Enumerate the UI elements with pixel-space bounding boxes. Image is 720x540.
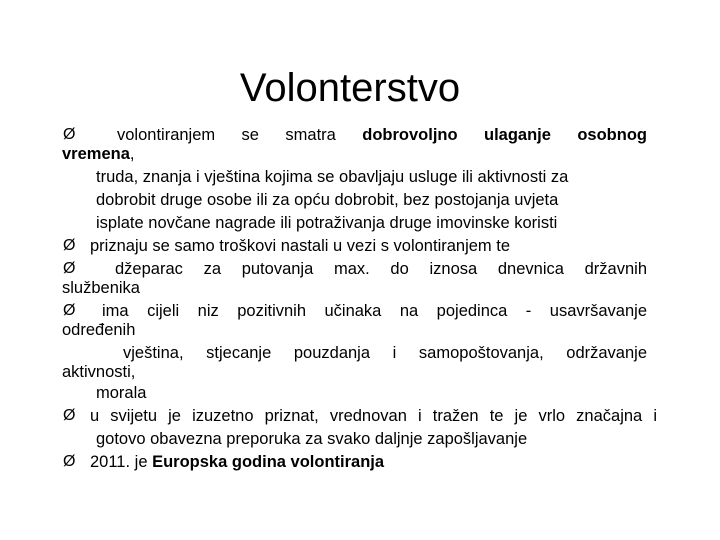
bullet-arrow-icon: Ø [63, 453, 76, 470]
bullet-arrow-icon: Ø [63, 260, 76, 277]
bullet-arrow-icon: Ø [63, 126, 76, 143]
page-title: Volonterstvo [239, 66, 461, 110]
text-line: gotovo obavezna preporuka za svako daljnje zapošljavanje [96, 430, 528, 448]
text-line: dobrobit druge osobe ili za opću dobrobit, bez postojanja uvjeta [96, 191, 559, 209]
text-line: vještina, stjecanje pouzdanja i samopoštovanja, održavanje [123, 344, 647, 362]
bullet-arrow-icon: Ø [63, 407, 76, 424]
bullet-arrow-icon: Ø [63, 302, 76, 319]
text-line: aktivnosti, [62, 363, 136, 381]
text-line: određenih [62, 321, 136, 339]
text-line: truda, znanja i vještina kojima se obavljaju usluge ili aktivnosti za [96, 168, 569, 186]
text-line: isplate novčane nagrade ili potraživanja druge imovinske koristi [96, 214, 558, 232]
text-line: priznaju se samo troškovi nastali u vezi s volontiranjem te [90, 237, 511, 255]
text-line: morala [96, 384, 147, 402]
text-line: volontiranjem se smatra dobrovoljno ulaganje osobnog [117, 126, 647, 144]
text-line: džeparac za putovanja max. do iznosa dnevnica državnih [115, 260, 647, 278]
text-line: vremena, [62, 145, 135, 163]
text-line: službenika [62, 279, 140, 297]
bullet-arrow-icon: Ø [63, 237, 76, 254]
text-line: u svijetu je izuzetno priznat, vrednovan i tražen te je vrlo značajna i [90, 407, 657, 425]
text-line: ima cijeli niz pozitivnih učinaka na pojedinca - usavršavanje [102, 302, 647, 320]
text-line: 2011. je Europska godina volontiranja [90, 453, 385, 471]
